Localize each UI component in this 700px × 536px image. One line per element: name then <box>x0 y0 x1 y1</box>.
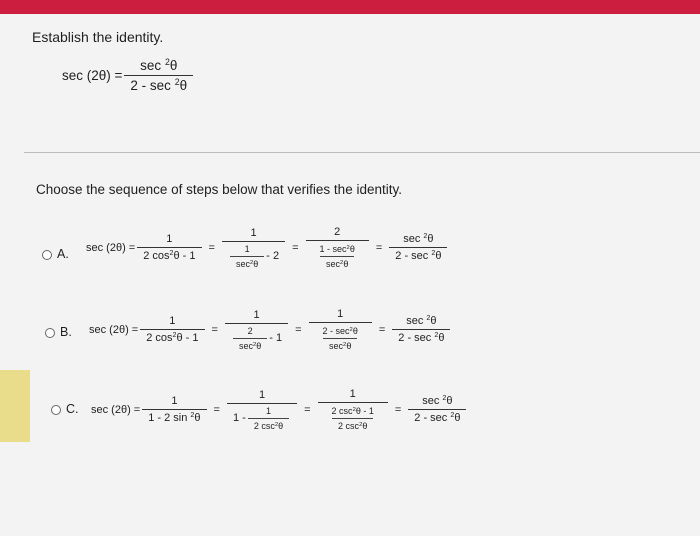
option-a-step-1: $\frac{1}{2 \cos^2\theta - 1}$ <box>137 233 201 262</box>
option-c-lhs: sec (2θ) = <box>91 403 141 416</box>
option-a-steps: sec (2θ) = $\frac{1}{2 \cos^2\theta - 1}$ = 1 $\frac{1}{\sec^2\theta}$ - 2 = $\frac{2}{\frac{1 - \sec^2\theta}{\sec^2\theta}}$ = $\frac{\sec ^2\theta}{2 - \sec ^2\theta}$ <box>86 226 449 269</box>
question-prompt: Choose the sequence of steps below that verifies the identity. <box>36 182 402 197</box>
option-b-step-4: $\frac{\sec ^2\theta}{2 - \sec ^2\theta}$ <box>392 315 450 344</box>
option-a-label[interactable]: A. <box>57 247 69 261</box>
option-b-step-1: $\frac{1}{2 \cos^2\theta - 1}$ <box>140 315 204 344</box>
option-b-lhs: sec (2θ) = <box>89 323 139 336</box>
option-a-radio[interactable] <box>42 250 52 260</box>
option-c-radio[interactable] <box>51 405 61 415</box>
option-b-step-3: $\frac{1}{\frac{2 - \sec^2\theta}{\sec^2\theta}}$ <box>309 308 372 351</box>
option-b-radio[interactable] <box>45 328 55 338</box>
option-c-step-4: $\frac{\sec ^2\theta}{2 - \sec ^2\theta}$ <box>408 395 466 424</box>
side-marker <box>0 370 30 442</box>
option-c-steps: sec (2θ) = $\frac{1}{1 - 2 \sin ^2\theta}$ = 1 1 - $\frac{1}{2 \csc^2\theta}$ = $\frac{1}{\frac{2 \csc^2\theta - 1}{2 \csc^2\theta}}$ = $\frac{\sec ^2\theta}{2 - \sec ^2\theta}$ <box>91 388 468 431</box>
identity-fraction: $\frac{\sec ^2\theta}{2 - \sec ^2\theta}$ <box>124 58 193 93</box>
option-c-step-2: 1 1 - $\frac{1}{2 \csc^2\theta}$ <box>227 389 297 431</box>
identity-equation <box>62 58 195 93</box>
option-a-lhs: sec (2θ) = <box>86 241 136 254</box>
section-divider <box>24 152 700 153</box>
option-c-step-3: $\frac{1}{\frac{2 \csc^2\theta - 1}{2 \csc^2\theta}}$ <box>318 388 388 431</box>
option-c-label[interactable]: C. <box>66 402 79 416</box>
question-title: Establish the identity. <box>32 29 164 45</box>
option-a-step-3: $\frac{2}{\frac{1 - \sec^2\theta}{\sec^2\theta}}$ <box>306 226 369 269</box>
top-banner <box>0 0 700 14</box>
option-a-step-2: 1 $\frac{1}{\sec^2\theta}$ - 2 <box>222 227 285 269</box>
option-c-step-1: $\frac{1}{1 - 2 \sin ^2\theta}$ <box>142 395 206 424</box>
option-a-step-4: $\frac{\sec ^2\theta}{2 - \sec ^2\theta}$ <box>389 233 447 262</box>
identity-lhs: sec (2θ) = <box>62 68 123 83</box>
option-b-step-2: 1 $\frac{2}{\sec^2\theta}$ - 1 <box>225 309 288 351</box>
option-b-steps: sec (2θ) = $\frac{1}{2 \cos^2\theta - 1}$ = 1 $\frac{2}{\sec^2\theta}$ - 1 = $\frac{1}{\frac{2 - \sec^2\theta}{\sec^2\theta}}$ = $\frac{\sec ^2\theta}{2 - \sec ^2\theta}$ <box>89 308 452 351</box>
option-b-label[interactable]: B. <box>60 325 72 339</box>
